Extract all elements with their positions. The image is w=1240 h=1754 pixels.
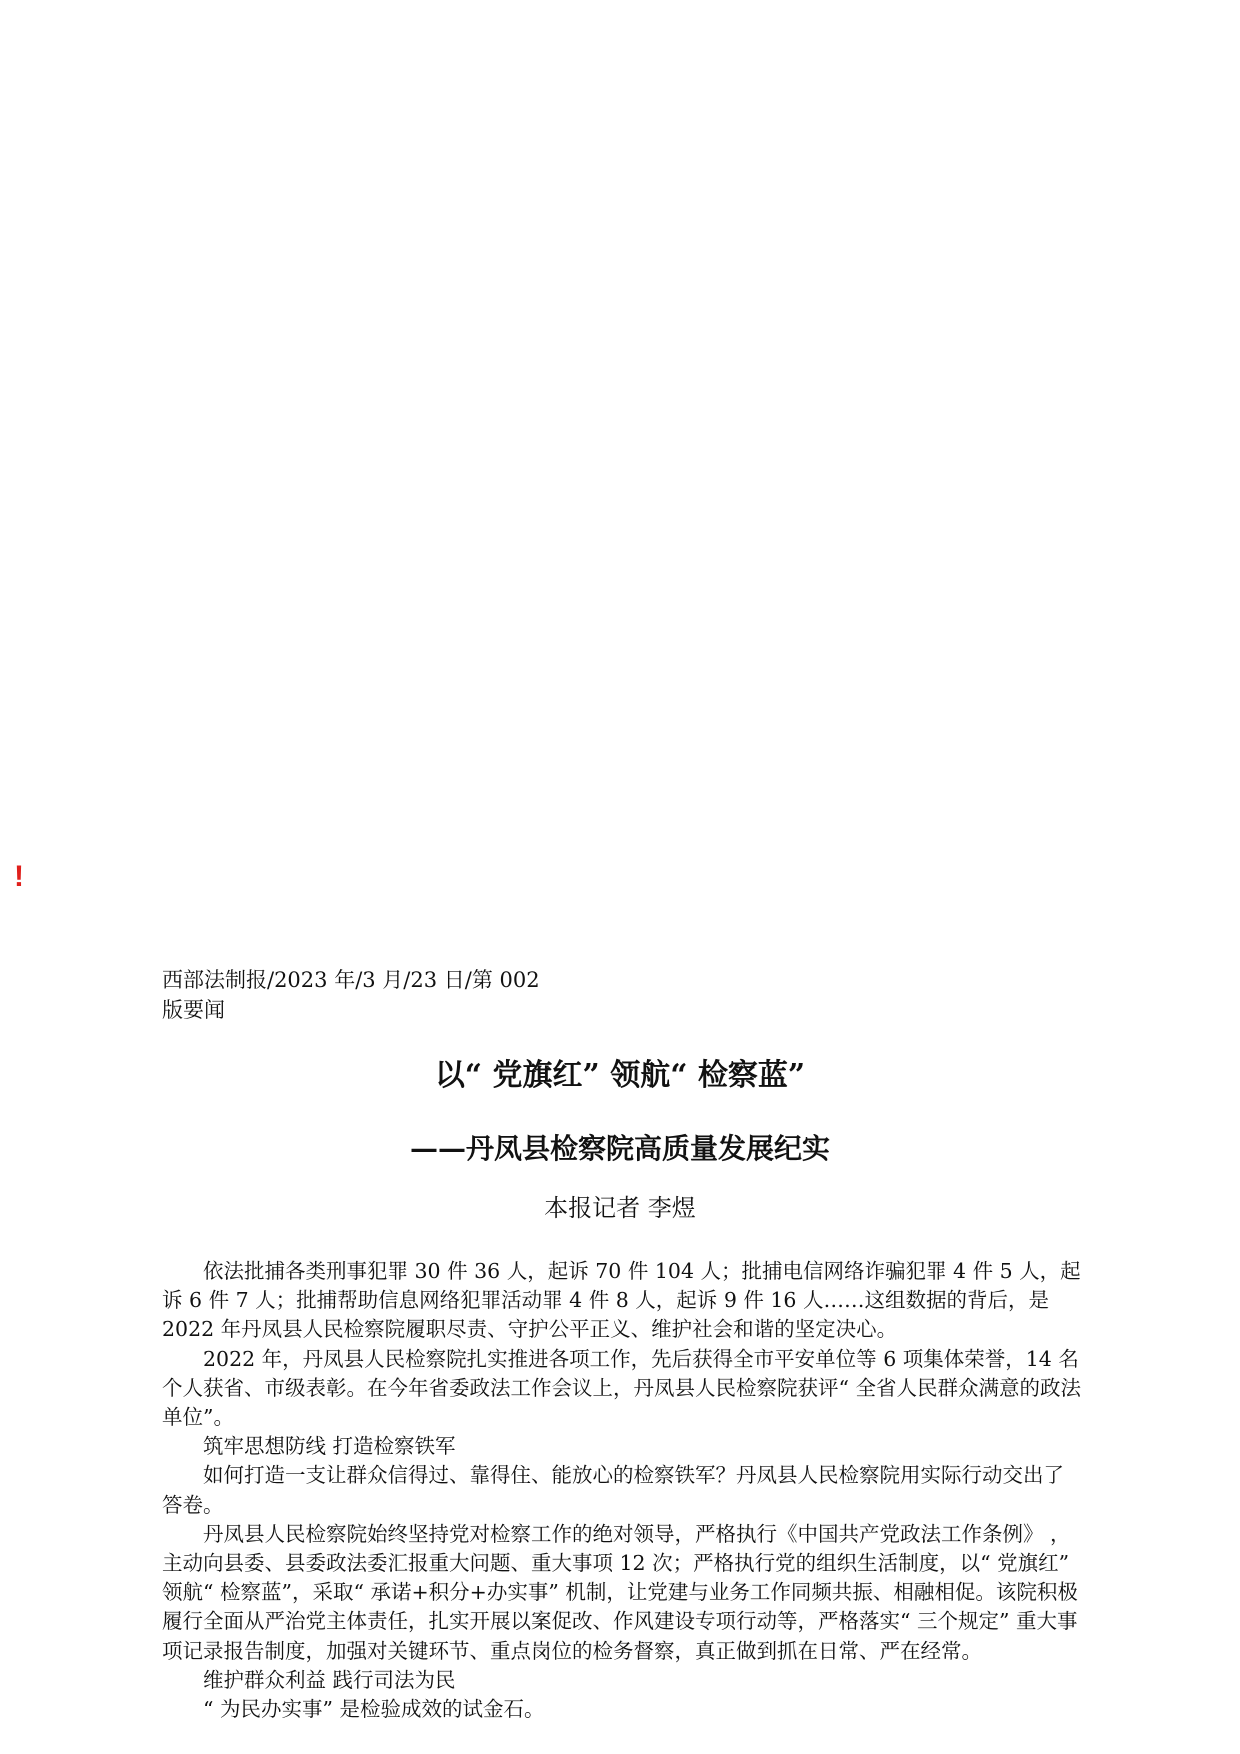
article-paragraph: 依法批捕各类刑事犯罪 30 件 36 人，起诉 70 件 104 人；批捕电信网络诈骗犯罪 4 件 5 人，起诉 6 件 7 人；批捕帮助信息网络犯罪活动罪 4 件 8 人，起诉 9 件 16 人……这组数据的背后，是 2022 年丹凤县人民检察院履职尽责、守护公平正义、维护社会和谐的坚定决心。 xyxy=(162,1259,1081,1342)
publication-meta-line1: 西部法制报/2023 年/3 月/23 日/第 002 xyxy=(162,968,540,992)
publication-meta xyxy=(162,965,540,1025)
article-subtitle: ——丹凤县检察院高质量发展纪实 xyxy=(409,1132,830,1165)
publication-meta-line2: 版要闻 xyxy=(162,998,225,1022)
article-byline: 本报记者 李煜 xyxy=(544,1194,696,1222)
red-exclamation-mark: ! xyxy=(14,860,24,893)
section-heading: 维护群众利益 践行司法为民 xyxy=(203,1667,456,1692)
article-paragraph: 如何打造一支让群众信得过、靠得住、能放心的检察铁军？丹凤县人民检察院用实际行动交出了答卷。 xyxy=(162,1463,1064,1517)
article-paragraph: 2022 年，丹凤县人民检察院扎实推进各项工作，先后获得全市平安单位等 6 项集体荣誉，14 名个人获省、市级表彰。在今年省委政法工作会议上，丹凤县人民检察院获评“ 全省人民群众满意的政法单位”。 xyxy=(162,1346,1081,1430)
article-title: 以“ 党旗红” 领航“ 检察蓝” xyxy=(434,1058,806,1093)
article-body xyxy=(162,1257,1082,1724)
section-heading: 筑牢思想防线 打造检察铁军 xyxy=(203,1434,456,1459)
article-paragraph: 丹凤县人民检察院始终坚持党对检察工作的绝对领导，严格执行《中国共产党政法工作条例》 ，主动向县委、县委政法委汇报重大问题、重大事项 12 次；严格执行党的组织生活制度，以“ 党旗红” 领航“ 检察蓝”，采取“ 承诺+积分+办实事” 机制，让党建与业务工作同频共振、相融相促。该院积极履行全面从严治党主体责任，扎实开展以案促改、作风建设专项行动等，严格落实“ 三个规定” 重大事项记录报告制度，加强对关键环节、重点岗位的检务督察，真正做到抓在日常、严在经常。 xyxy=(162,1521,1078,1663)
article-paragraph: “ 为民办实事” 是检验成效的试金石。 xyxy=(203,1697,545,1722)
